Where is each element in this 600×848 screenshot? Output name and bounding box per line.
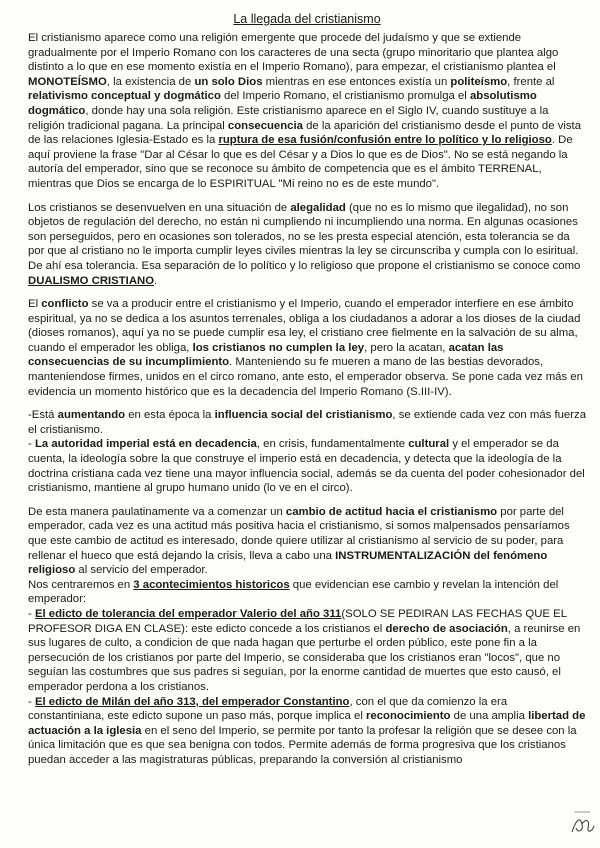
bold-text: absolutismo dogmático — [28, 90, 537, 117]
text: - — [28, 695, 35, 708]
paragraph-intro — [28, 31, 586, 192]
text: , donde hay una sola religión. Este cristianismo aparece en el Siglo IV, cuando sustituye a la religión tradicional pagana. La principal — [28, 104, 549, 132]
bold-text: La autoridad imperial está en decadencia — [34, 438, 257, 451]
bold-text: MONOTEÍSMO — [28, 75, 107, 88]
text: se va a producir entre el cristianismo y el Imperio, cuando el emperador interfiere en ese ámbito espiritual, ya no se dedica a los asuntos terrenales, obliga a los ciudadanos a adorar a los dioses de la ciudad (dioses romanos), aquí ya no se puede cumplir esa ley, el cristiano cree fielmente en la salvación de su alma, cuando el emperador les obliga, — [28, 298, 581, 354]
text: El cristianismo aparece como una religión emergente que procede del judaísmo y que se extiende gradualmente por el Imperio Romano con los caracteres de una secta (grupo minoritario que plantea algo distinto a lo que en ese momento existía en el Imperio Romano), para empezar, el cristianismo plantea el — [28, 32, 559, 74]
text: en esta época la — [125, 409, 215, 422]
bold-underlined-text: ruptura de esa fusión/confusión entre lo político y lo religioso — [218, 134, 552, 147]
text: El — [28, 298, 42, 311]
bold-text: libertad de actuación a la iglesia — [28, 710, 586, 737]
bold-text: INSTRUMENTALIZACIÓN del fenómeno religioso — [28, 549, 548, 577]
bold-underlined-text: El edicto de tolerancia del emperador Valerio del año 311 — [34, 607, 342, 620]
bold-text: relativismo conceptual y dogmático — [28, 90, 221, 103]
bold-text: reconocimiento — [366, 710, 451, 723]
bold-text: un solo Dios — [194, 75, 263, 88]
bold-text: consecuencia — [227, 119, 303, 132]
text: al servicio del emperador. — [75, 564, 208, 577]
paragraph-alegalidad — [28, 201, 586, 289]
text: mientras en ese entonces existía un — [262, 75, 451, 88]
text: , con el que da comienzo la era constantiniana, este edicto supone un paso más, porque implica el — [28, 695, 508, 723]
bold-underlined-text: DUALISMO CRISTIANO — [28, 274, 155, 287]
text: de una amplia — [450, 710, 529, 723]
paragraph-conflicto — [28, 297, 586, 399]
text: , a reunirse en sus lugares de culto, a condicion de que nada hagan que perturbe el orden público, este pone fin a la persecución de los cristianos por parte del Imperio, se consideraba que los cristianos eran "locos", que no seguían las costumbres que sus padres si seguían, por la enorme cantidad de muertes que esto causó, el emperador perdona a los cristianos. — [28, 622, 581, 693]
text: Los cristianos se desenvuelven en una situación de — [28, 201, 291, 214]
bold-text: acatan las consecuencias de su incumplimiento — [28, 341, 504, 369]
paragraph-acontecimientos — [28, 578, 586, 607]
bold-text: derecho de asociación — [385, 622, 508, 635]
text: - — [28, 607, 35, 620]
text: , frente al — [507, 75, 555, 88]
bold-text: alegalidad — [290, 201, 346, 214]
bold-text: politeísmo — [450, 75, 508, 88]
text: , en crisis, fundamentalmente — [256, 438, 409, 451]
paragraph-edicto-tolerancia — [28, 607, 586, 695]
document-title: La llegada del cristianismo — [233, 12, 381, 26]
bold-underlined-text: 3 acontecimientos historicos — [133, 578, 290, 591]
text: , la existencia de — [106, 75, 195, 88]
text: - — [28, 438, 35, 451]
bold-underlined-text: El edicto de Milán del año 313, del emperador Constantino — [34, 695, 350, 708]
text: de la aparición del cristianismo desde el punto de vista de las relaciones Iglesia-Estado es la — [28, 119, 582, 147]
bold-text: influencia social del cristianismo — [214, 409, 393, 422]
paragraph-cambio — [28, 505, 586, 578]
bold-text: cultural — [408, 438, 450, 451]
bold-text: cambio de actitud hacia el cristianismo — [285, 505, 498, 518]
text: . Manteniendo su fe mueren a mano de las bestias devorados, manteniendose firmes, unidos en el circo romano, ante esto, el emperador observa. Se pone cada vez más en evidencia un momento histórico que es la decadencia del Imperio Romano (S.III-IV). — [28, 356, 583, 398]
text: Nos centraremos en — [28, 578, 134, 591]
text: en el seno del Imperio, se permite por tanto la profesar la religión que se desee con la única limitación que es que sea benigna con todos. Permite además de forma progresiva que los cristianos puedan acceder a las magistraturas públicas, preparando la conversión al cristianismo — [28, 724, 577, 766]
text: que evidencian ese cambio y revelan la intención del emperador: — [28, 578, 559, 606]
text: por parte del emperador, cada vez es una actitud más positiva hacia el cristianismo, si somos malpensados pensaríamos que este cambio de actitud es interesado, donde quiere utilizar al cristianismo al servicio de su poder, para rellenar el hueco que está dejando la crisis, lleva a cabo una — [28, 505, 570, 562]
paragraph-edicto-milan — [28, 695, 586, 768]
paragraph-influencia — [28, 408, 586, 437]
text: , pero la acatan, — [364, 341, 449, 354]
text: y el emperador se da cuenta, la ideología sobre la que construye el imperio está en decadencia, y detecta que la ideología de la doctrina cristiana cada vez tiene una mayor influencia social, además se da cuenta del poder cohesionador del cristianismo, mantiene al grupo humano unido (lo ve en el circo). — [28, 438, 585, 495]
bold-text: los cristianos no cumplen la ley — [192, 341, 365, 354]
text: , se extiende cada vez con más fuerza el cristianismo. — [28, 409, 587, 436]
paragraph-autoridad — [28, 437, 586, 495]
text: (SOLO SE PEDIRAN LAS FECHAS QUE EL PROFESOR DIGA EN CLASE): este edicto concede a los cristianos el — [28, 607, 567, 635]
signature-mark — [568, 806, 596, 840]
text: del Imperio Romano, el cristianismo promulga el — [220, 90, 470, 103]
text: (que no es lo mismo que ilegalidad), no son objetos de regulación del derecho, no están ni cumpliendo ni incumpliendo una norma. En algunas ocasiones son perseguidos, pero en ocasiones son tolerados, no se les presta especial atención, esta tolerancia se da por que al cristiano no le importa cumplir leyes civiles mientras la ley se circunscriba y cumpla con lo esiritual. De ahí esa tolerancia. Esa separación de lo político y lo religioso que propone el cristianismo se conoce como — [28, 201, 581, 272]
bold-text: aumentando — [57, 409, 126, 422]
text: -Está — [28, 409, 58, 422]
text: . De aquí proviene la frase "Dar al César lo que es del César y a Dios lo que es de Dios". No se está negando la autoría del emperador, sino que se reconoce su ámbito de competencia que es el ámbito TERRENAL, mientras que Dios se encarga de lo ESPIRITUAL "Mi reino no es de este mundo". — [28, 134, 573, 190]
bold-text: conflicto — [41, 298, 89, 311]
text: . — [154, 274, 158, 287]
text: De esta manera paulatinamente va a comenzar un — [28, 505, 286, 518]
